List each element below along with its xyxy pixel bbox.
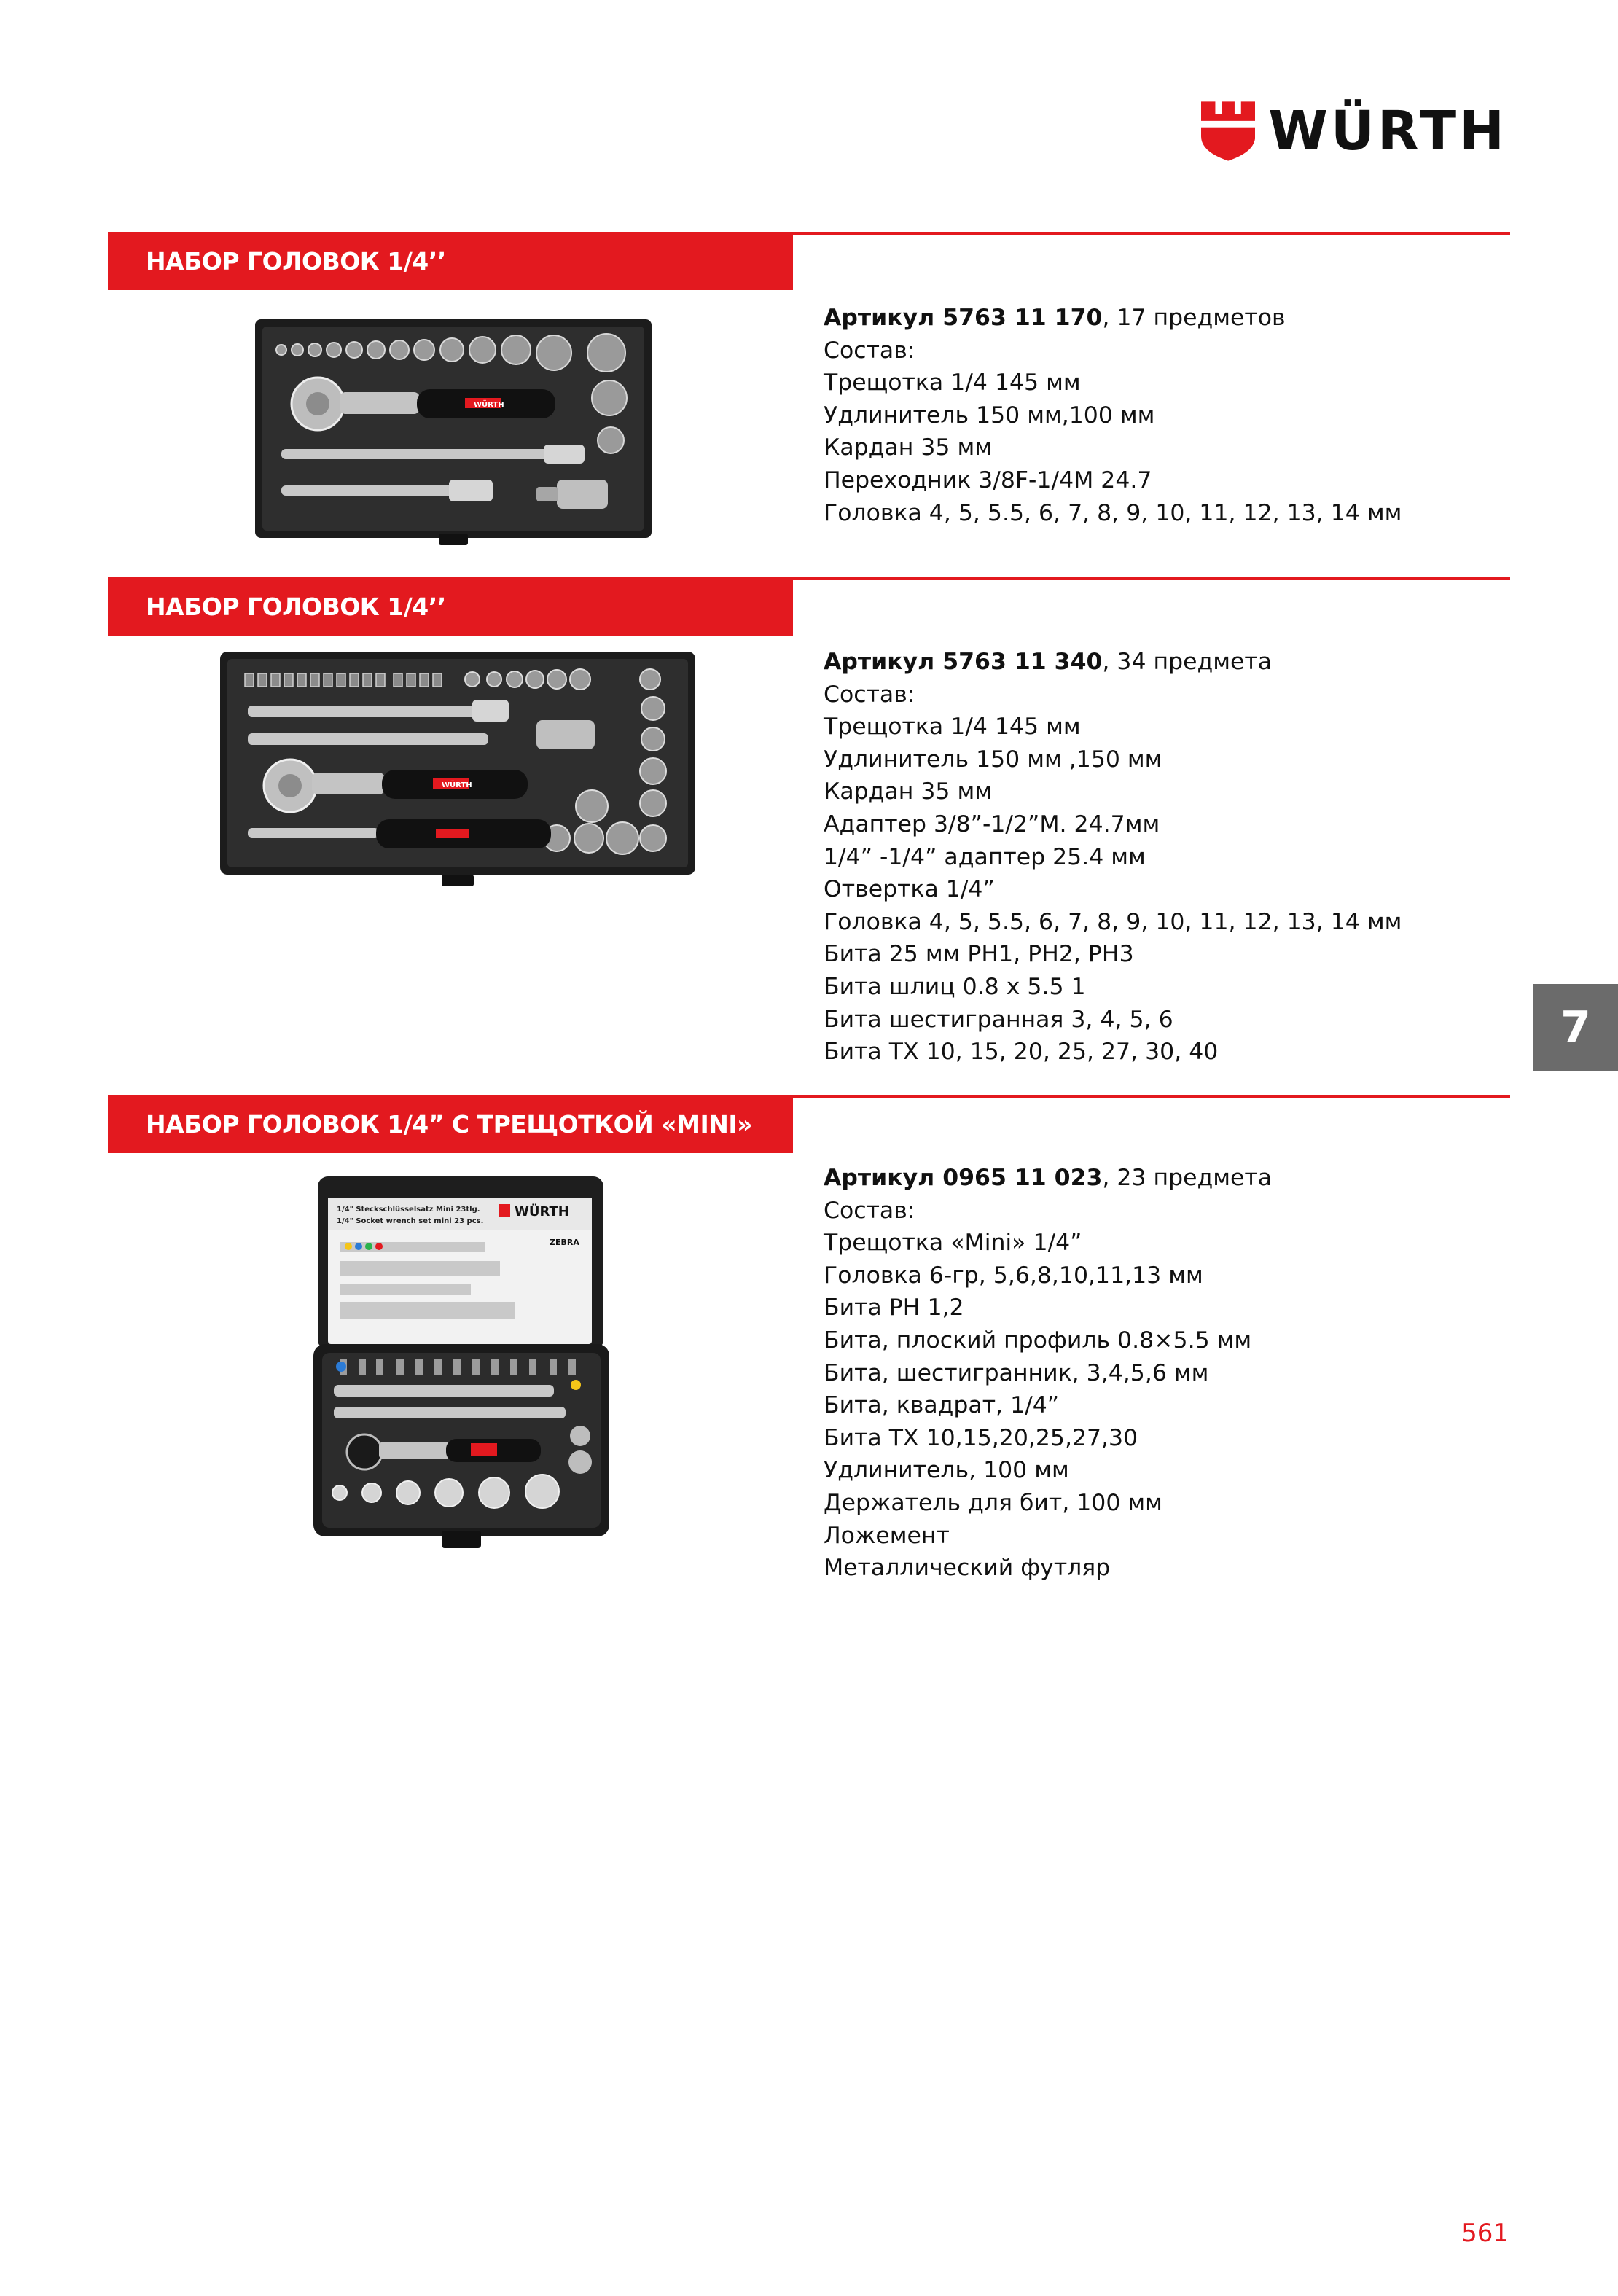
spec-line: Трещотка «Mini» 1/4”: [824, 1230, 1082, 1257]
ratchet-brand-label: WÜRTH: [442, 781, 472, 789]
article-line: [824, 1162, 1509, 1195]
article-line: [824, 302, 1509, 335]
spec-line: Отвертка 1/4”: [824, 876, 995, 903]
spec-line: Удлинитель 150 мм,100 мм: [824, 402, 1155, 429]
spec-line: Кардан 35 мм: [824, 778, 992, 805]
item-count: , 17 предметов: [1102, 305, 1286, 331]
spec-line: Головка 4, 5, 5.5, 6, 7, 8, 9, 10, 11, 12, 13, 14 мм: [824, 908, 1402, 935]
spec-line: Головка 4, 5, 5.5, 6, 7, 8, 9, 10, 11, 12, 13, 14 мм: [824, 499, 1402, 526]
spec-line: Трещотка 1/4 145 мм: [824, 714, 1081, 741]
section-title: НАБОР ГОЛОВОК 1/4’’: [146, 247, 446, 276]
section-header-1: [108, 232, 1510, 290]
socket-set-case-image: [210, 647, 706, 895]
spec-line: Металлический футляр: [824, 1555, 1111, 1582]
ratchet-brand-label: WÜRTH: [474, 401, 504, 409]
spec-line: Бита, плоский профиль 0.8×5.5 мм: [824, 1327, 1252, 1354]
spec-line: Бита шлиц 0.8 х 5.5 1: [824, 973, 1086, 1000]
spec-line: Трещотка 1/4 145 мм: [824, 370, 1081, 397]
spec-line: Держатель для бит, 100 мм: [824, 1489, 1162, 1516]
spec-line: Адаптер 3/8”-1/2”М. 24.7мм: [824, 811, 1160, 837]
wurth-logo-icon: [1201, 98, 1255, 165]
product-details-2: [824, 646, 1509, 1069]
item-count: , 34 предмета: [1102, 649, 1273, 675]
article-number: Артикул 5763 11 170: [824, 305, 1103, 331]
spec-line: Состав:: [824, 681, 915, 708]
spec-line: Бита TX 10, 15, 20, 25, 27, 30, 40: [824, 1039, 1219, 1066]
mini-socket-set-case-image: [255, 1166, 634, 1567]
socket-set-case-image: [252, 316, 654, 548]
spec-line: Бита шестигранная 3, 4, 5, 6: [824, 1006, 1173, 1033]
spec-line: Состав:: [824, 337, 915, 364]
case-label-line-1: 1/4" Steckschlüsselsatz Mini 23tlg.: [337, 1206, 480, 1214]
brand-logo: [1201, 96, 1507, 166]
product-image-3: [255, 1166, 634, 1567]
spec-line: Головка 6-гр, 5,6,8,10,11,13 мм: [824, 1262, 1203, 1289]
spec-line: Бита TX 10,15,20,25,27,30: [824, 1424, 1138, 1451]
section-header-3: [108, 1095, 1510, 1153]
item-count: , 23 предмета: [1102, 1165, 1273, 1191]
case-label-line-2: 1/4" Socket wrench set mini 23 pcs.: [337, 1217, 484, 1225]
spec-line: Бита PH 1,2: [824, 1295, 964, 1321]
product-details-3: [824, 1162, 1509, 1585]
spec-line: Бита, квадрат, 1/4”: [824, 1392, 1060, 1419]
section-rule: [793, 1095, 1510, 1098]
brand-name: WÜRTH: [1268, 100, 1507, 163]
section-title: НАБОР ГОЛОВОК 1/4” С ТРЕЩОТКОЙ «MINI»: [146, 1110, 752, 1139]
section-header-2: [108, 577, 1510, 636]
section-title: НАБОР ГОЛОВОК 1/4’’: [146, 593, 446, 621]
case-brand-label: WÜRTH: [515, 1204, 569, 1219]
spec-line: Ложемент: [824, 1522, 950, 1549]
spec-line: Бита, шестигранник, 3,4,5,6 мм: [824, 1359, 1209, 1386]
spec-line: Состав:: [824, 1197, 915, 1224]
article-line: [824, 646, 1509, 679]
product-image-2: [210, 647, 706, 895]
spec-line: Удлинитель 150 мм ,150 мм: [824, 746, 1162, 773]
article-number: Артикул 5763 11 340: [824, 649, 1103, 675]
article-number: Артикул 0965 11 023: [824, 1165, 1103, 1191]
page-number: 561: [1461, 2219, 1509, 2248]
spec-line: Переходник 3/8F-1/4M 24.7: [824, 466, 1152, 493]
product-image-1: [252, 316, 654, 548]
product-details-1: [824, 302, 1509, 529]
spec-line: Кардан 35 мм: [824, 434, 992, 461]
spec-line: 1/4” -1/4” адаптер 25.4 мм: [824, 843, 1146, 870]
spec-line: Бита 25 мм PH1, PH2, PH3: [824, 941, 1134, 968]
section-rule: [793, 577, 1510, 580]
zebra-label: ZEBRA: [550, 1238, 579, 1247]
section-rule: [793, 232, 1510, 235]
chapter-tab: 7: [1533, 984, 1618, 1071]
spec-line: Удлинитель, 100 мм: [824, 1457, 1069, 1484]
